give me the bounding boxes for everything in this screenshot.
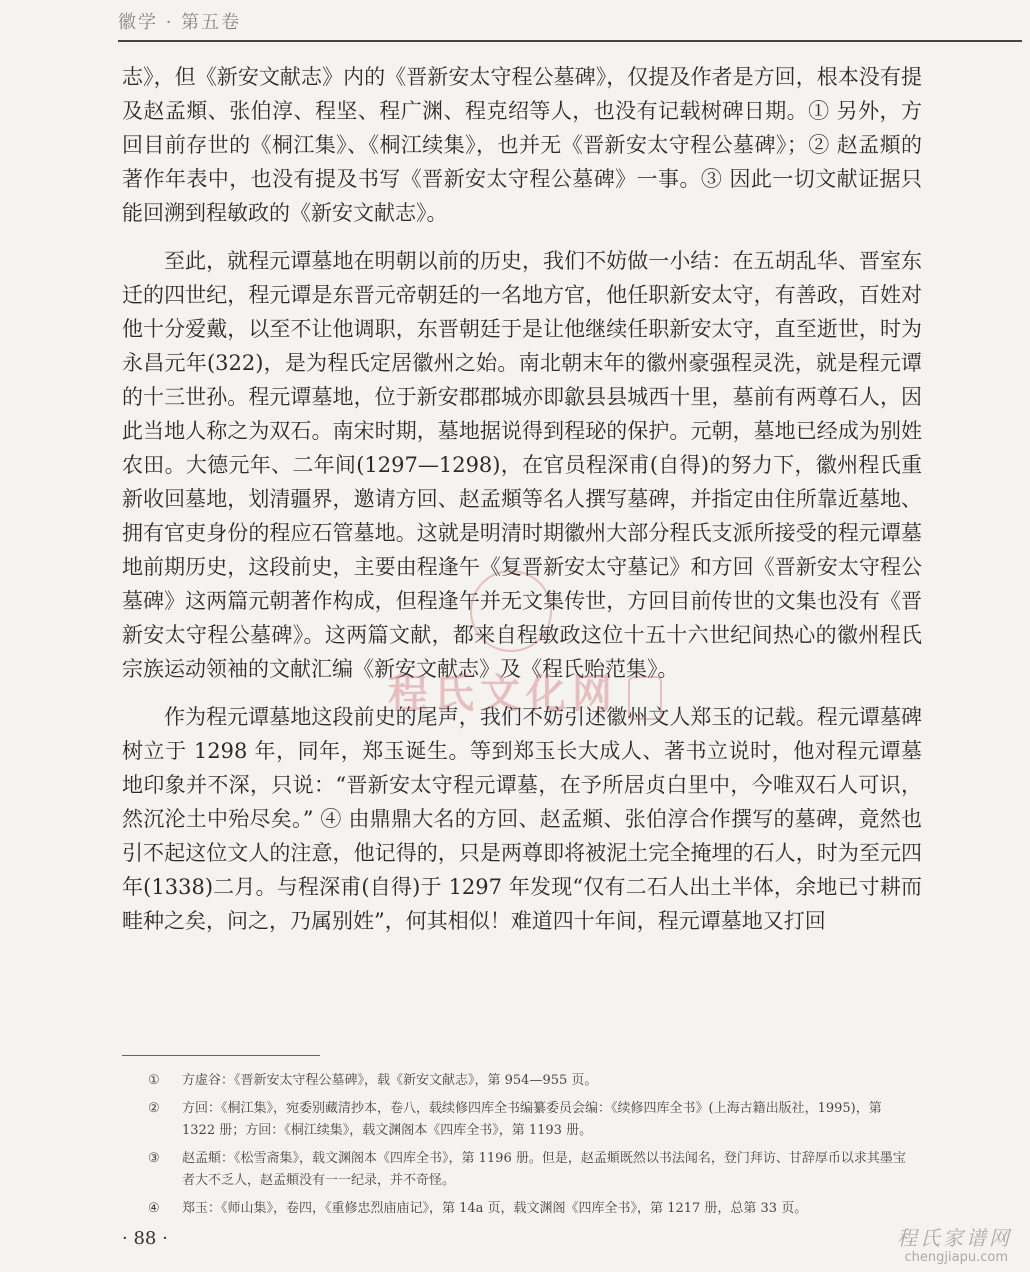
paragraph-3: 作为程元谭墓地这段前史的尾声，我们不妨引述徽州文人郑玉的记载。程元谭墓碑树立于 1298 年，同年，郑玉诞生。等到郑玉长大成人、著书立说时，他对程元谭墓地印象并不深，只说：“晋新安太守程元谭墓，在予所居贞白里中，今唯双石人可识，然沉沦土中殆尽矣。” ④ 由鼎鼎大名的方回、赵孟頫、张伯淳合作撰写的墓碑，竟然也引不起这位文人的注意，他记得的，只是两尊即将被泥土完全掩埋的石人，时为至元四年(1338)二月。与程深甫(自得)于 1297 年发现“仅有二石人出土半体，余地已寸耕而畦种之矣，问之，乃属别姓”，何其相似！难道四十年间，程元谭墓地又打回 [122, 705, 922, 933]
footnote-4-text: 郑玉：《师山集》，卷四，《重修忠烈庙庙记》，第 14a 页，载文渊阁《四库全书》，第 1217 册，总第 33 页。 [182, 1201, 808, 1216]
watermark-stamp [628, 676, 662, 720]
corner-logo: 程氏家谱网 [897, 1226, 1012, 1250]
watermark-text: 程氏文化网 [388, 671, 618, 717]
body-text [122, 60, 922, 938]
footnote-2 [122, 1098, 912, 1142]
footnote-3-text: 赵孟頫：《松雪斋集》，载文渊阁本《四库全书》，第 1196 册。但是，赵孟頫既然以书法闻名，登门拜访、甘辞厚币以求其墨宝者大不乏人，赵孟頫没有一一纪录，并不奇怪。 [182, 1151, 906, 1188]
footnote-1-mark: ① [148, 1073, 160, 1088]
watermark-seal [470, 570, 552, 652]
footnote-4-mark: ④ [148, 1201, 160, 1216]
footnote-3 [122, 1148, 912, 1192]
footnote-2-text: 方回：《桐江集》，宛委别藏清抄本，卷八，载续修四库全书编纂委员会编：《续修四库全书》(上海古籍出版社，1995)，第 1322 册；方回：《桐江续集》，载文渊阁本《四库全书》，第 1193 册。 [182, 1101, 882, 1138]
footnote-2-mark: ② [148, 1101, 160, 1116]
footnote-3-mark: ③ [148, 1151, 160, 1166]
running-header: 徽学 · 第五卷 [118, 12, 242, 33]
page-number: · 88 · [122, 1228, 168, 1249]
paragraph-2: 至此，就程元谭墓地在明朝以前的历史，我们不妨做一小结：在五胡乱华、晋室东迁的四世纪，程元谭是东晋元帝朝廷的一名地方官，他任职新安太守，有善政，百姓对他十分爱戴，以至不让他调职，东晋朝廷于是让他继续任职新安太守，直至逝世，时为永昌元年(322)，是为程氏定居徽州之始。南北朝末年的徽州豪强程灵洗，就是程元谭的十三世孙。程元谭墓地，位于新安郡郡城亦即歙县县城西十里，墓前有两尊石人，因此当地人称之为双石。南宋时期，墓地据说得到程珌的保护。元朝，墓地已经成为别姓农田。大德元年、二年间(1297—1298)，在官员程深甫(自得)的努力下，徽州程氏重新收回墓地，划清疆界，邀请方回、赵孟頫等名人撰写墓碑，并指定由住所靠近墓地、拥有官吏身份的程应石管墓地。这就是明清时期徽州大部分程氏支派所接受的程元谭墓地前期历史，这段前史，主要由程逢午《复晋新安太守墓记》和方回《晋新安太守程公墓碑》这两篇元朝著作构成，但程逢午并无文集传世，方回目前传世的文集也没有《晋新安太守程公墓碑》。这两篇文献，都来自程敏政这位十五十六世纪间热心的徽州程氏宗族运动领袖的文献汇编《新安文献志》及《程氏贻范集》。 [122, 249, 922, 681]
paragraph-1: 志》，但《新安文献志》内的《晋新安太守程公墓碑》，仅提及作者是方回，根本没有提及赵孟頫、张伯淳、程坚、程广渊、程克绍等人，也没有记载树碑日期。① 另外，方回目前存世的《桐江集》、《桐江续集》，也并无《晋新安太守程公墓碑》；② 赵孟頫的著作年表中，也没有提及书写《晋新安太守程公墓碑》一事。③ 因此一切文献证据只能回溯到程敏政的《新安文献志》。 [122, 65, 922, 225]
footnote-1-text: 方虚谷：《晋新安太守程公墓碑》，载《新安文献志》，第 954—955 页。 [182, 1073, 598, 1088]
footnotes [122, 1070, 912, 1226]
footnote-rule [122, 1055, 320, 1056]
footnote-1 [122, 1070, 912, 1092]
header-rule [118, 40, 1022, 42]
footnote-4 [122, 1198, 912, 1220]
corner-url: chengjiapu.com [904, 1250, 1008, 1265]
